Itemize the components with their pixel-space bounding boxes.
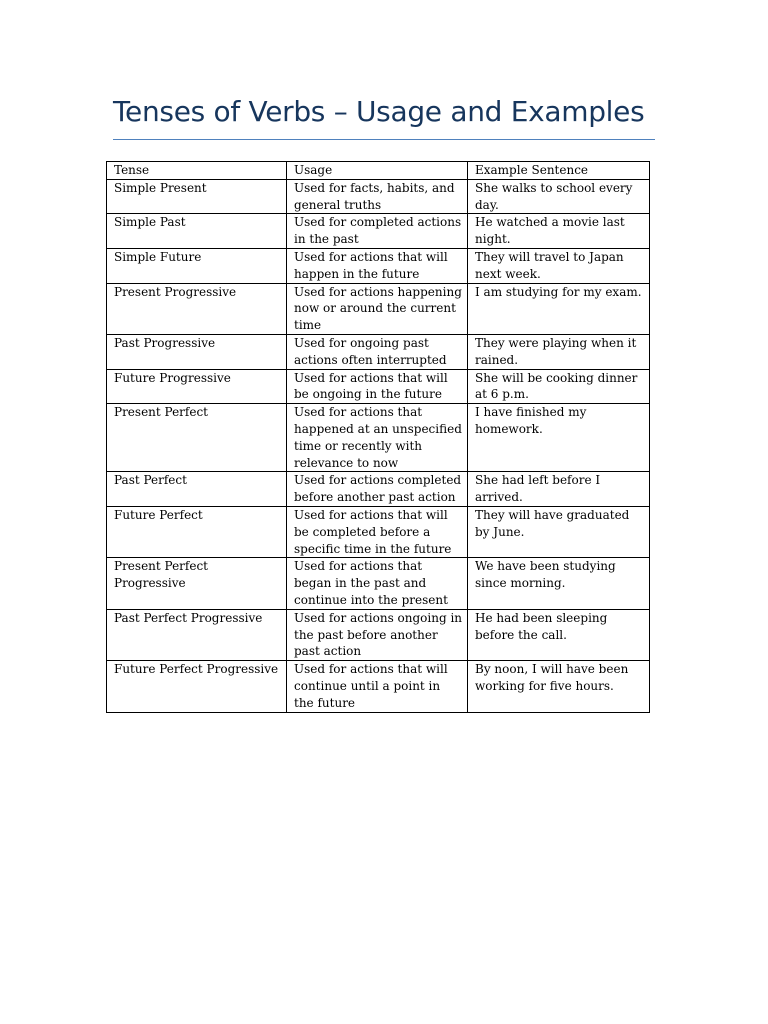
usage-cell: Used for ongoing past actions often interrupted xyxy=(287,334,468,369)
usage-cell: Used for actions that happened at an unspecified time or recently with relevance to now xyxy=(287,404,468,472)
example-cell: They were playing when it rained. xyxy=(468,334,650,369)
example-cell: She will be cooking dinner at 6 p.m. xyxy=(468,369,650,404)
table-row xyxy=(107,334,650,369)
tense-cell: Past Progressive xyxy=(107,334,287,369)
usage-cell: Used for actions that began in the past and continue into the present xyxy=(287,558,468,609)
table-header-row xyxy=(107,162,650,180)
example-cell: I have finished my homework. xyxy=(468,404,650,472)
title-underline xyxy=(113,139,655,140)
example-cell: I am studying for my exam. xyxy=(468,283,650,334)
table-row xyxy=(107,661,650,712)
example-cell: She had left before I arrived. xyxy=(468,472,650,507)
table-row xyxy=(107,179,650,214)
example-cell: He watched a movie last night. xyxy=(468,214,650,249)
example-cell: She walks to school every day. xyxy=(468,179,650,214)
example-cell: He had been sleeping before the call. xyxy=(468,609,650,660)
table-row xyxy=(107,506,650,557)
usage-cell: Used for actions ongoing in the past before another past action xyxy=(287,609,468,660)
usage-cell: Used for actions completed before another past action xyxy=(287,472,468,507)
tenses-table xyxy=(106,161,650,713)
tense-cell: Future Progressive xyxy=(107,369,287,404)
tense-cell: Future Perfect Progressive xyxy=(107,661,287,712)
tense-cell: Past Perfect xyxy=(107,472,287,507)
table-row xyxy=(107,404,650,472)
table-row xyxy=(107,214,650,249)
table-row xyxy=(107,283,650,334)
table-row xyxy=(107,609,650,660)
table-row xyxy=(107,558,650,609)
header-cell-usage: Usage xyxy=(287,162,468,180)
usage-cell: Used for completed actions in the past xyxy=(287,214,468,249)
example-cell: By noon, I will have been working for five hours. xyxy=(468,661,650,712)
tense-cell: Simple Present xyxy=(107,179,287,214)
table-row xyxy=(107,369,650,404)
usage-cell: Used for facts, habits, and general truths xyxy=(287,179,468,214)
tense-cell: Present Progressive xyxy=(107,283,287,334)
tense-cell: Past Perfect Progressive xyxy=(107,609,287,660)
table-header xyxy=(107,162,650,180)
usage-cell: Used for actions that will be completed before a specific time in the future xyxy=(287,506,468,557)
page-title: Tenses of Verbs – Usage and Examples xyxy=(113,95,645,128)
example-cell: They will have graduated by June. xyxy=(468,506,650,557)
usage-cell: Used for actions that will happen in the future xyxy=(287,248,468,283)
table-row xyxy=(107,472,650,507)
usage-cell: Used for actions that will continue until a point in the future xyxy=(287,661,468,712)
header-cell-example: Example Sentence xyxy=(468,162,650,180)
usage-cell: Used for actions that will be ongoing in the future xyxy=(287,369,468,404)
tense-cell: Future Perfect xyxy=(107,506,287,557)
tense-cell: Present Perfect Progressive xyxy=(107,558,287,609)
usage-cell: Used for actions happening now or around the current time xyxy=(287,283,468,334)
table-row xyxy=(107,248,650,283)
tense-cell: Simple Future xyxy=(107,248,287,283)
example-cell: They will travel to Japan next week. xyxy=(468,248,650,283)
example-cell: We have been studying since morning. xyxy=(468,558,650,609)
table-body xyxy=(107,179,650,712)
tense-cell: Present Perfect xyxy=(107,404,287,472)
header-cell-tense: Tense xyxy=(107,162,287,180)
tense-cell: Simple Past xyxy=(107,214,287,249)
